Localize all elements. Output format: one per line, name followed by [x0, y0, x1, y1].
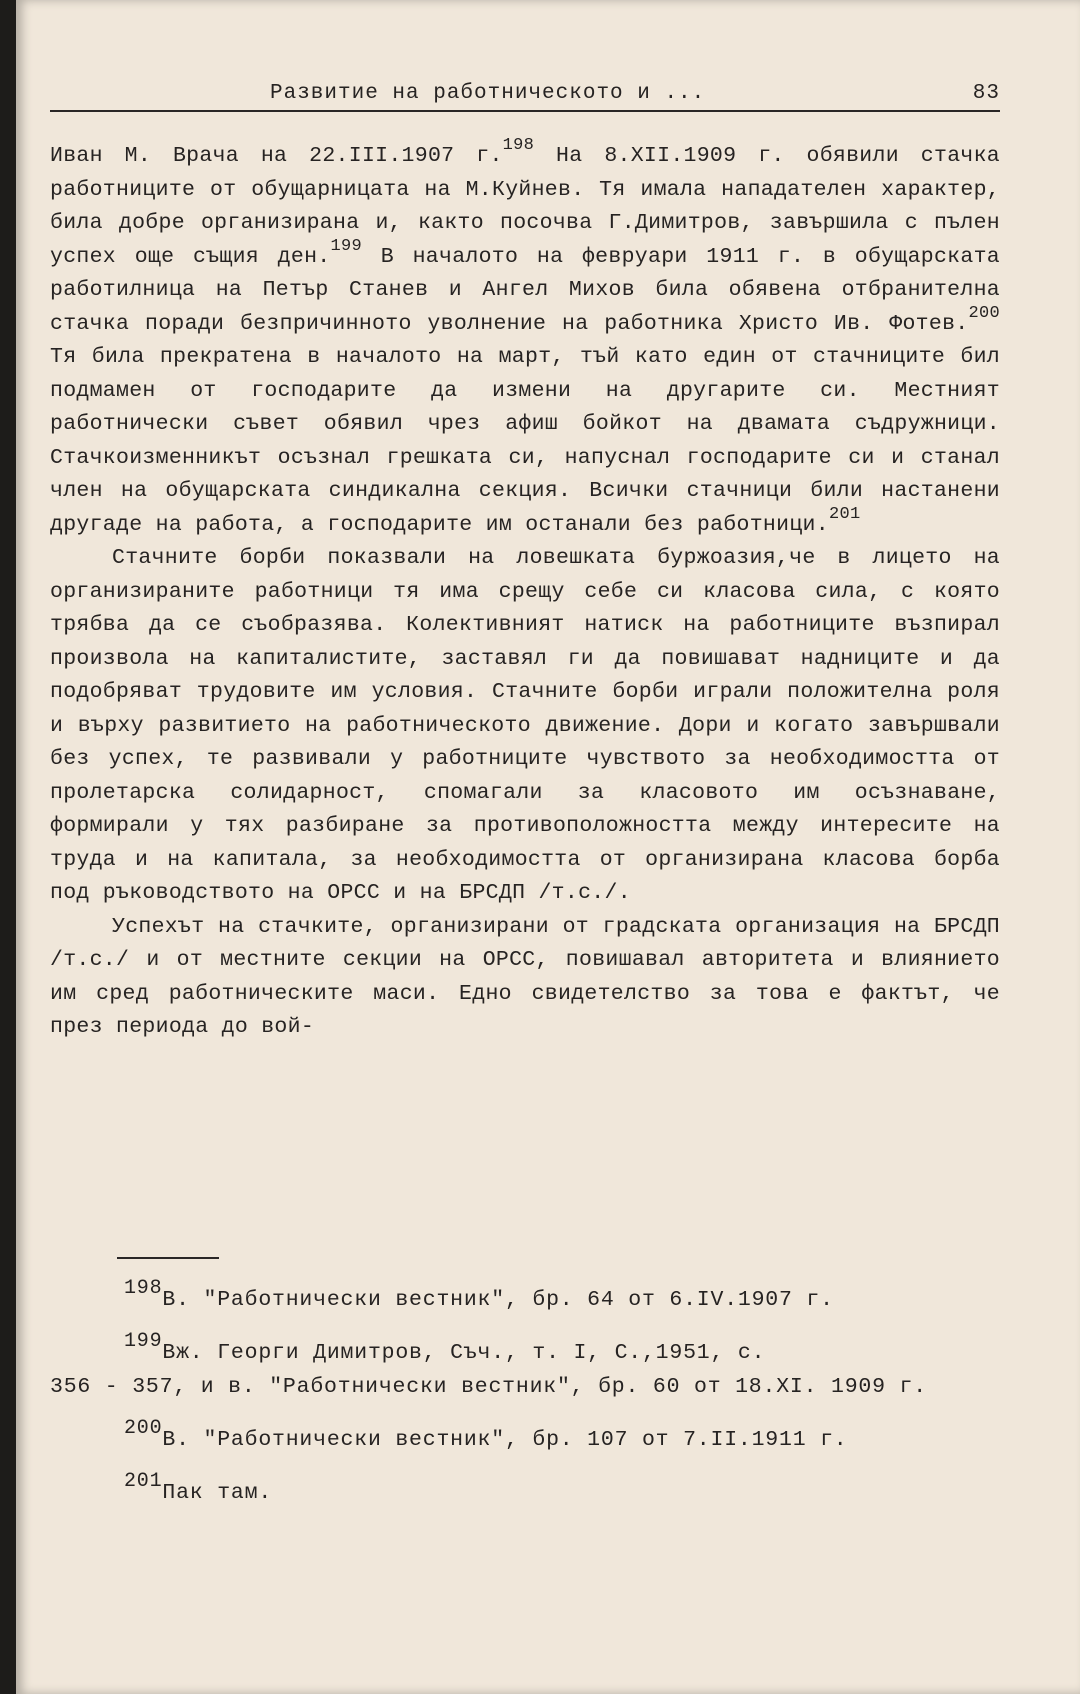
- paragraph-text: Иван М. Врача на 22.III.1907 г.: [50, 144, 503, 168]
- running-title: Развитие на работническото и ...: [270, 82, 706, 105]
- paragraph-text: Тя била прекратена в началото на март, тъй като един от стачниците бил подмамен от господарите да измени на другарите си. Местният работнически съвет обявил чрез афиш бойкот на двамата съдружници. Стачкоизменникът осъзнал грешката си, напуснал господарите си и станал член на обущарската синдикална секция. Всички стачници били настанени другаде на работа, а господарите им останали без работници.: [50, 311, 1014, 537]
- footnote: [50, 1325, 1000, 1404]
- footnote-separator: [117, 1257, 219, 1259]
- footnotes: [50, 1272, 1000, 1518]
- footnote-ref: 198: [502, 136, 535, 155]
- footnote-ref: 199: [330, 236, 363, 256]
- page-number: 83: [972, 82, 1000, 105]
- page-header: [50, 80, 1000, 112]
- footnote-text: В. "Работнически вестник", бр. 107 от 7.II.1911 г.: [162, 1428, 848, 1452]
- paragraph-text: Стачните борби показвали на ловешката буржоазия,че в лицето на организираните работници тя има срещу себе си класова сила, с която трябва да се съобразява. Колективният натиск на работниците възпирал произвола на капиталистите, заставял ги да повишават надниците и да подобряват трудовите им условия. Стачните борби играли положителна роля и върху развитието на работническото движение. Дори и когато завършвали без успех, те развивали у работниците чувството за необходимостта от пролетарска солидарност, спомагали за класовото им осъзнаване, формирали у тях разбиране за противоположността между интересите на труда и на капитала, за необходимостта от организирана класова борба под ръководството на ОРСС и на БРСДП /т.с./.: [50, 546, 1014, 905]
- footnote-ref: 201: [828, 504, 861, 524]
- paragraph: [50, 911, 1014, 1045]
- footnote-number: 200: [124, 1417, 163, 1440]
- paragraph: [50, 136, 1014, 542]
- paragraph-text: В началото на февруари 1911 г. в обущарската работилница на Петър Станев и Ангел Михов била обявена отбранителна стачка поради безпричинното уволнение на работника Христо Ив. Фотев.: [50, 244, 1014, 336]
- footnote-text: Пак там.: [162, 1481, 273, 1505]
- footnote: [50, 1272, 1000, 1317]
- footnote: [50, 1412, 1000, 1457]
- footnote-number: 198: [124, 1277, 163, 1300]
- main-text: [50, 136, 1014, 1045]
- footnote-number: 199: [124, 1330, 163, 1353]
- paragraph: [50, 542, 1014, 911]
- footnote: [50, 1465, 1000, 1510]
- footnote-number: 201: [124, 1470, 163, 1493]
- paragraph-text: На 8.XII.1909 г. обявили стачка работниците от обущарницата на М.Куйнев. Тя имала нападателен характер, била добре организирана и, както посочва Г.Димитров, завършила с пълен успех още същия ден.: [50, 144, 1014, 269]
- footnote-ref: 200: [968, 303, 1000, 323]
- paragraph-text: Успехът на стачките, организирани от градската организация на БРСДП /т.с./ и от местните секции на ОРСС, повишавал авторитета и влиянието им сред работническите маси. Едно свидетелство за това е фактът, че през периода до вой-: [50, 914, 1014, 1039]
- footnote-text: В. "Работнически вестник", бр. 64 от 6.IV.1907 г.: [162, 1288, 834, 1312]
- footnote-continuation: 356 - 357, и в. "Работнически вестник", бр. 60 от 18.XI. 1909 г.: [50, 1375, 927, 1399]
- footnote-text: Вж. Георги Димитров, Съч., т. I, С.,1951, с.: [162, 1341, 766, 1365]
- book-page: [16, 0, 1080, 1694]
- header-rule: [50, 110, 1000, 112]
